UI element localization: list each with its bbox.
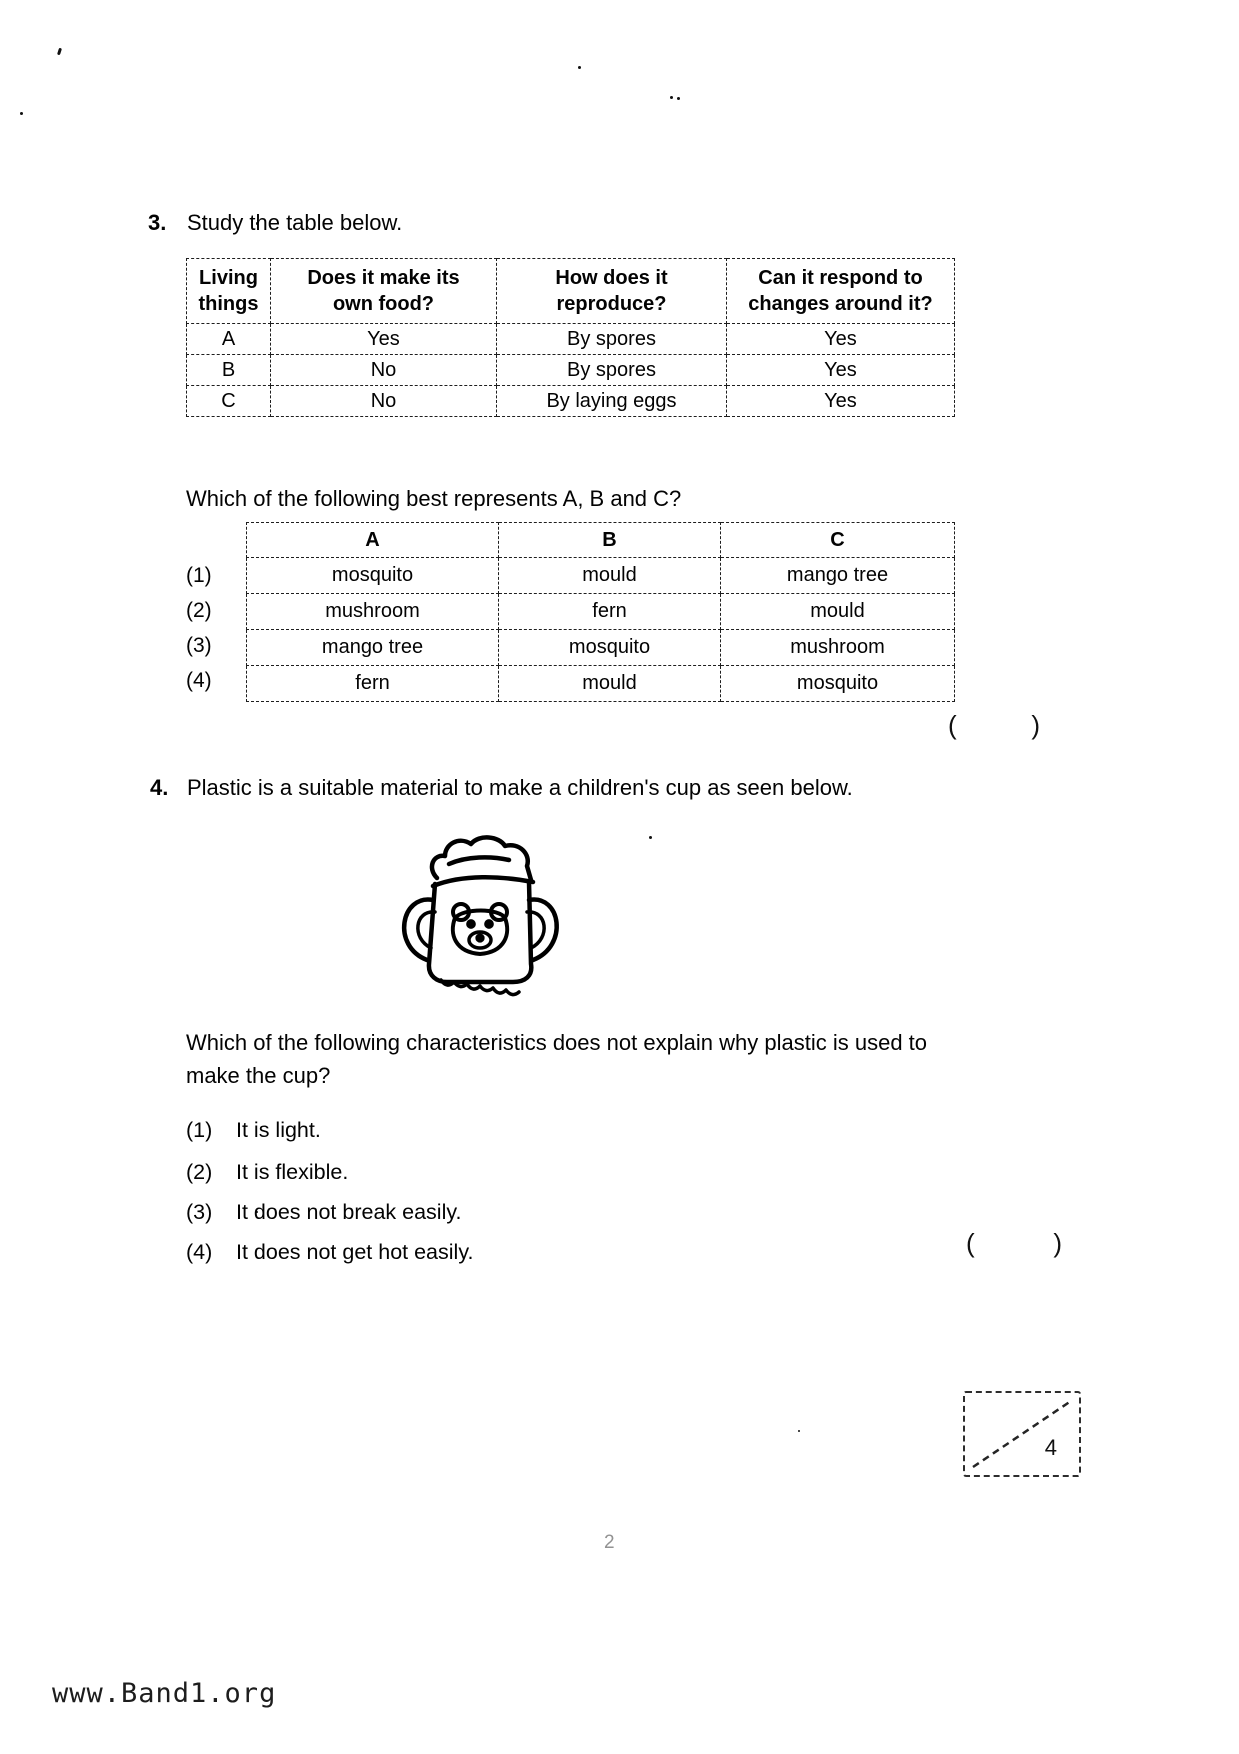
scan-artifact-dot — [798, 1430, 800, 1432]
col-header-own-food: Does it make its own food? — [271, 259, 497, 324]
abc-options-table — [246, 522, 955, 702]
footer-site-label: www.Band1.org — [52, 1678, 277, 1709]
option-row-4 — [247, 666, 955, 702]
corner-box-number: 4 — [1044, 1435, 1057, 1460]
table-header-row — [187, 259, 955, 324]
q4-option-4 — [186, 1240, 473, 1265]
col-header-reproduce: How does it reproduce? — [497, 259, 727, 324]
question3-sub-prompt: Which of the following best represents A, B and C? — [186, 486, 682, 511]
scan-artifact-dot — [670, 96, 673, 99]
diagonal-line — [965, 1393, 1079, 1475]
children-cup-image — [383, 824, 573, 1000]
cell-c: mould — [721, 594, 955, 630]
option-number: (1) — [186, 1118, 213, 1142]
cell-respond: Yes — [727, 386, 955, 417]
question4-prompt: Plastic is a suitable material to make a children's cup as seen below. — [187, 775, 853, 800]
bracket-open: ( — [948, 710, 957, 740]
option-row-1 — [247, 558, 955, 594]
cell-b: mould — [499, 558, 721, 594]
scan-artifact-dot — [677, 97, 680, 100]
option-number: (3) — [186, 634, 212, 657]
living-things-table — [186, 258, 955, 417]
scan-artifact-dot — [20, 112, 23, 115]
page-corner-box — [963, 1391, 1081, 1477]
cell-c: mushroom — [721, 630, 955, 666]
q4-option-1 — [186, 1118, 321, 1143]
table-row-c — [187, 386, 955, 417]
cell-b: mould — [499, 666, 721, 702]
cell-reproduce: By laying eggs — [497, 386, 727, 417]
cell-a: fern — [247, 666, 499, 702]
cell-a: mushroom — [247, 594, 499, 630]
option-number: (2) — [186, 1160, 213, 1184]
cell-food: Yes — [271, 324, 497, 355]
option-number: (3) — [186, 1200, 213, 1224]
col-header-living-things: Living things — [187, 259, 271, 324]
cell-c: mango tree — [721, 558, 955, 594]
option-text: It does not break easily. — [236, 1200, 462, 1224]
cell-thing: A — [187, 324, 271, 355]
col-header-a: A — [247, 523, 499, 558]
option-text: It is flexible. — [236, 1160, 349, 1184]
q4-option-3 — [186, 1200, 461, 1225]
option-text: It is light. — [236, 1118, 321, 1142]
table-row-b — [187, 355, 955, 386]
cell-food: No — [271, 386, 497, 417]
bracket-close: ) — [1031, 710, 1040, 740]
bracket-open: ( — [966, 1228, 975, 1258]
page-number: 2 — [604, 1532, 615, 1553]
table-row-a — [187, 324, 955, 355]
table-header-row — [247, 523, 955, 558]
cell-food: No — [271, 355, 497, 386]
bracket-close: ) — [1053, 1228, 1062, 1258]
option-number: (1) — [186, 564, 212, 587]
option-text: It does not get hot easily. — [236, 1240, 474, 1264]
scan-artifact-dot — [57, 48, 62, 56]
option-row-3 — [247, 630, 955, 666]
question4-answer-bracket — [966, 1228, 1062, 1259]
cell-thing: B — [187, 355, 271, 386]
cell-b: mosquito — [499, 630, 721, 666]
scan-artifact-dot — [578, 66, 581, 69]
cell-respond: Yes — [727, 324, 955, 355]
question3-prompt: Study the table below. — [187, 210, 403, 235]
q4-option-2 — [186, 1160, 348, 1185]
cell-reproduce: By spores — [497, 355, 727, 386]
question3-number: 3. — [148, 210, 167, 235]
question3-answer-bracket — [948, 710, 1040, 741]
col-header-respond: Can it respond to changes around it? — [727, 259, 955, 324]
option-number: (2) — [186, 599, 212, 622]
cell-a: mango tree — [247, 630, 499, 666]
cell-a: mosquito — [247, 558, 499, 594]
scan-artifact-dot — [649, 836, 652, 839]
cell-c: mosquito — [721, 666, 955, 702]
cell-thing: C — [187, 386, 271, 417]
cell-reproduce: By spores — [497, 324, 727, 355]
col-header-b: B — [499, 523, 721, 558]
question4-sub-prompt: Which of the following characteristics does not explain why plastic is used to make the cup? — [186, 1030, 928, 1088]
question4-number: 4. — [150, 775, 169, 800]
option-number: (4) — [186, 669, 212, 692]
cell-respond: Yes — [727, 355, 955, 386]
col-header-c: C — [721, 523, 955, 558]
option-number: (4) — [186, 1240, 213, 1264]
cell-b: fern — [499, 594, 721, 630]
option-row-2 — [247, 594, 955, 630]
